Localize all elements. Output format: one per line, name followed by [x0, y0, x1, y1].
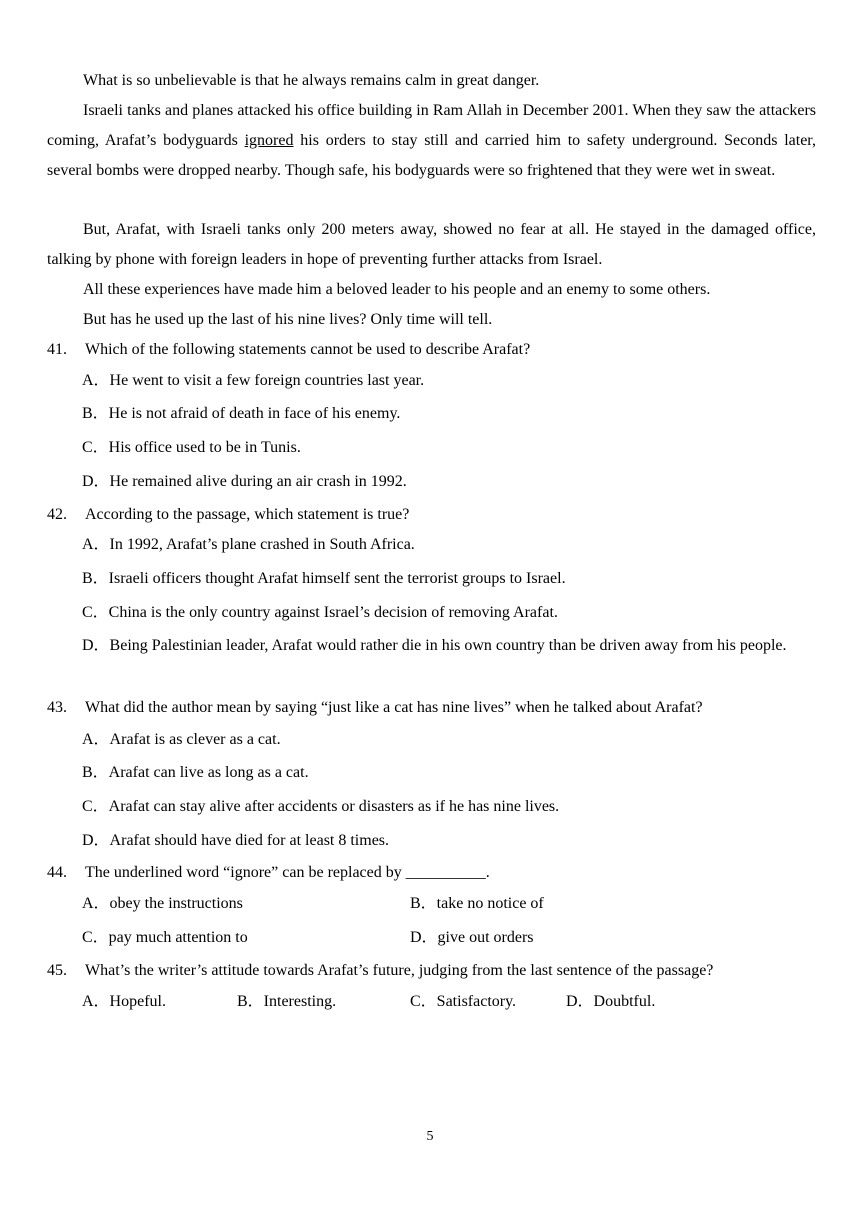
question-44-stem	[47, 863, 816, 883]
passage-paragraph-2	[47, 96, 816, 186]
question-42-stem	[47, 505, 816, 525]
question-number: 44.	[47, 864, 67, 881]
question-45-stem	[47, 961, 816, 981]
passage-paragraph-4: All these experiences have made him a beloved leader to his people and an enemy to some others.	[83, 281, 711, 298]
question-41-stem	[47, 340, 816, 360]
underlined-word-ignored: ignored	[244, 132, 294, 149]
question-41-option-d[interactable]: D．He remained alive during an air crash in 1992.	[82, 473, 407, 490]
question-text: The underlined word “ignore” can be replaced by __________.	[85, 864, 490, 881]
question-41-option-a[interactable]: A．He went to visit a few foreign countries last year.	[82, 372, 425, 389]
question-45-option-b[interactable]: B．Interesting.	[237, 993, 337, 1010]
question-43-option-c[interactable]: C．Arafat can stay alive after accidents or disasters as if he has nine lives.	[82, 798, 560, 815]
question-text: What’s the writer’s attitude towards Arafat’s future, judging from the last sentence of the passage?	[85, 962, 714, 979]
question-text: Which of the following statements cannot be used to describe Arafat?	[85, 341, 531, 358]
question-number: 43.	[47, 699, 67, 716]
paragraph-2-text-start: Israeli tanks and planes attacked his office building in Ram Allah in December 2001. When they saw the attackers coming, Arafat’s bodyguards	[47, 102, 816, 149]
question-text: According to the passage, which statement is true?	[85, 506, 410, 523]
question-41-option-c[interactable]: C．His office used to be in Tunis.	[82, 439, 301, 456]
question-45-option-c[interactable]: C．Satisfactory.	[410, 993, 517, 1010]
question-43-option-b[interactable]: B．Arafat can live as long as a cat.	[82, 764, 309, 781]
question-44-option-d[interactable]: D．give out orders	[410, 929, 534, 946]
passage-paragraph-1: What is so unbelievable is that he always remains calm in great danger.	[83, 72, 540, 89]
question-number: 45.	[47, 962, 67, 979]
question-45-option-d[interactable]: D．Doubtful.	[566, 993, 656, 1010]
question-44-option-c[interactable]: C．pay much attention to	[82, 929, 248, 946]
question-45-option-a[interactable]: A．Hopeful.	[82, 993, 166, 1010]
page-number: 5	[426, 1129, 434, 1144]
question-43-option-a[interactable]: A．Arafat is as clever as a cat.	[82, 731, 281, 748]
question-text: What did the author mean by saying “just like a cat has nine lives” when he talked about Arafat?	[85, 699, 703, 716]
question-42-option-c[interactable]: C．China is the only country against Israel’s decision of removing Arafat.	[82, 604, 558, 621]
question-43-option-d[interactable]: D．Arafat should have died for at least 8 times.	[82, 832, 390, 849]
question-44-option-b[interactable]: B．take no notice of	[410, 895, 544, 912]
question-42-option-a[interactable]: A．In 1992, Arafat’s plane crashed in South Africa.	[82, 536, 415, 553]
question-44-option-a[interactable]: A．obey the instructions	[82, 895, 243, 912]
question-number: 41.	[47, 341, 67, 358]
question-41-option-b[interactable]: B．He is not afraid of death in face of his enemy.	[82, 405, 401, 422]
question-43-stem	[47, 698, 816, 718]
question-42-option-d[interactable]: D．Being Palestinian leader, Arafat would rather die in his own country than be driven away from his people.	[82, 637, 787, 654]
paragraph-2-text-end: his orders to stay still and carried him to safety underground. Seconds later, several bombs were dropped nearby. Though safe, his bodyguards were so frightened that they were wet in sweat.	[47, 132, 816, 179]
question-42-option-b[interactable]: B．Israeli officers thought Arafat himself sent the terrorist groups to Israel.	[82, 570, 566, 587]
question-number: 42.	[47, 506, 67, 523]
passage-paragraph-5: But has he used up the last of his nine lives? Only time will tell.	[83, 311, 493, 328]
passage-paragraph-3: But, Arafat, with Israeli tanks only 200 meters away, showed no fear at all. He stayed in the damaged office, talking by phone with foreign leaders in hope of preventing further attacks from Israel.	[47, 221, 816, 268]
